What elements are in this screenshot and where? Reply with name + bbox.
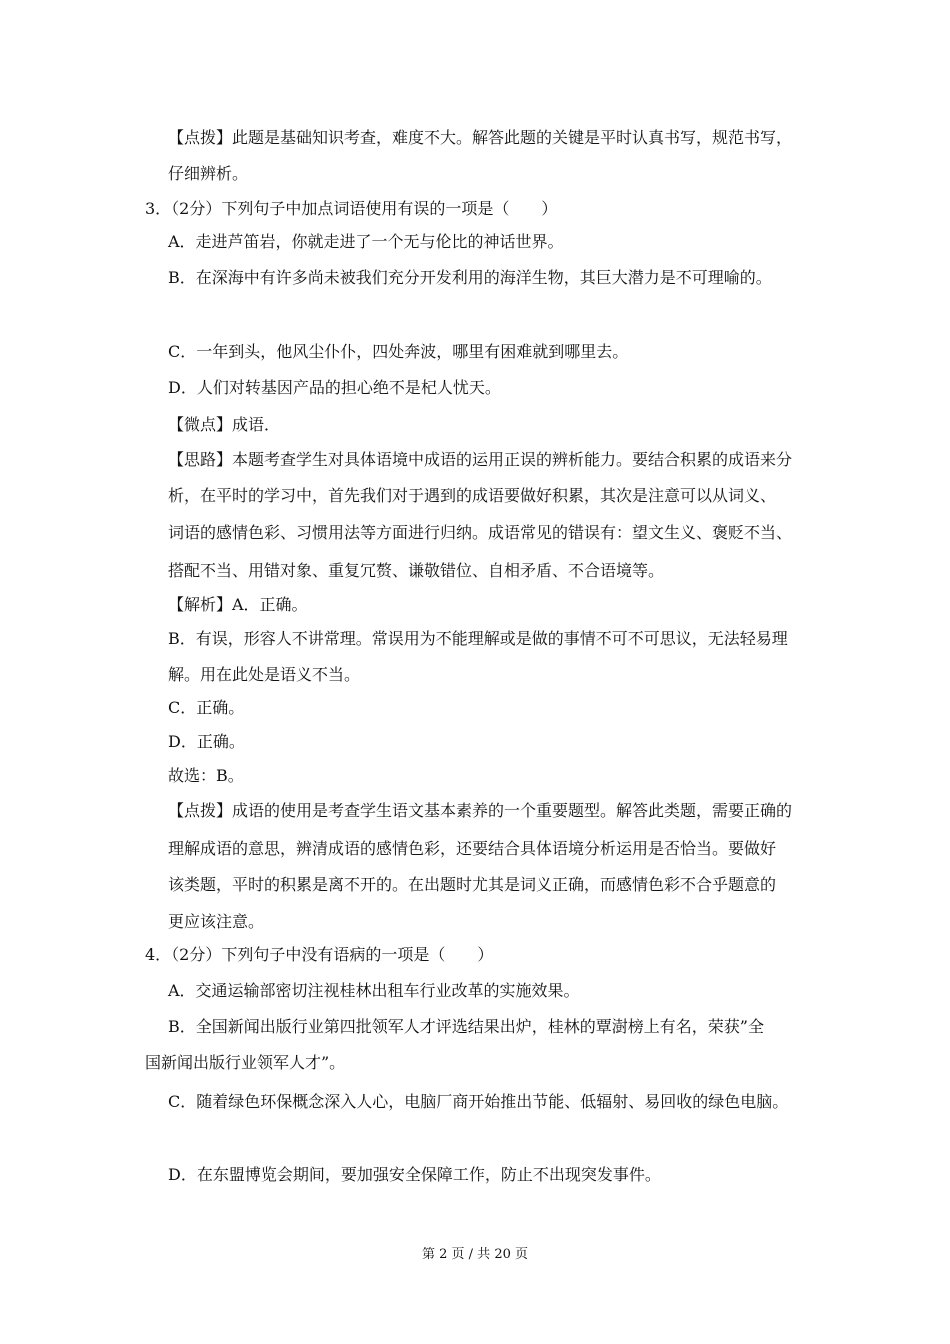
question-4-option-b: B．全国新闻出版行业第四批领军人才评选结果出炉，桂林的覃澍榜上有名，荣获”全 [168,1017,764,1036]
analysis-line: 解。用在此处是语义不当。 [168,665,361,684]
question-3-stem: 3．（2分）下列句子中加点词语使用有误的一项是（ ） [145,199,558,218]
question-4-option-b-cont: 国新闻出版行业领军人才”。 [145,1053,346,1072]
question-4-option-c: C．随着绿色环保概念深入人心，电脑厂商开始推出节能、低辐射、易回收的绿色电脑。 [168,1092,789,1111]
tip-line: 更应该注意。 [168,912,265,931]
page-footer: 第 2 页 / 共 20 页 [422,1247,528,1262]
analysis-line: 【解析】A．正确。 [168,595,308,614]
tip-line: 【点拨】成语的使用是考查学生语文基本素养的一个重要题型。解答此类题，需要正确的 [168,801,793,820]
analysis-line: B．有误，形容人不讲常理。常误用为不能理解或是做的事情不可不可思议，无法轻易理 [168,629,788,648]
approach-line: 搭配不当、用错对象、重复冗赘、谦敬错位、自相矛盾、不合语境等。 [168,561,665,580]
tip-line: 理解成语的意思，辨清成语的感情色彩，还要结合具体语境分析运用是否恰当。要做好 [168,839,777,858]
question-3-option-c: C．一年到头，他风尘仆仆，四处奔波，哪里有困难就到哪里去。 [168,342,629,361]
tip-paragraph-line: 仔细辨析。 [168,164,249,183]
analysis-line: C．正确。 [168,698,245,717]
approach-line: 析，在平时的学习中，首先我们对于遇到的成语要做好积累，其次是注意可以从词义、 [168,486,777,505]
approach-line: 词语的感情色彩、习惯用法等方面进行归纳。成语常见的错误有：望文生义、褒贬不当、 [168,523,793,542]
question-3-option-b: B．在深海中有许多尚未被我们充分开发利用的海洋生物，其巨大潜力是不可理喻的。 [168,268,772,287]
tip-line: 该类题，平时的积累是离不开的。在出题时尤其是词义正确，而感情色彩不合乎题意的 [168,875,777,894]
analysis-line: D．正确。 [168,732,245,751]
question-4-option-a: A．交通运输部密切注视桂林出租车行业改革的实施效果。 [168,981,580,1000]
question-3-option-a: A．走进芦笛岩，你就走进了一个无与伦比的神话世界。 [168,232,564,251]
question-4-stem: 4．（2分）下列句子中没有语病的一项是（ ） [145,945,494,964]
approach-line: 【思路】本题考查学生对具体语境中成语的运用正误的辨析能力。要结合积累的成语来分 [168,450,793,469]
question-3-option-d: D．人们对转基因产品的担心绝不是杞人忧天。 [168,378,501,397]
tip-paragraph-line: 【点拨】此题是基础知识考查，难度不大。解答此题的关键是平时认真书写，规范书写， [168,128,793,147]
answer-choice: 故选：B。 [168,766,244,785]
question-4-option-d: D．在东盟博览会期间，要加强安全保障工作，防止不出现突发事件。 [168,1165,661,1184]
micro-point: 【微点】成语． [168,415,281,434]
